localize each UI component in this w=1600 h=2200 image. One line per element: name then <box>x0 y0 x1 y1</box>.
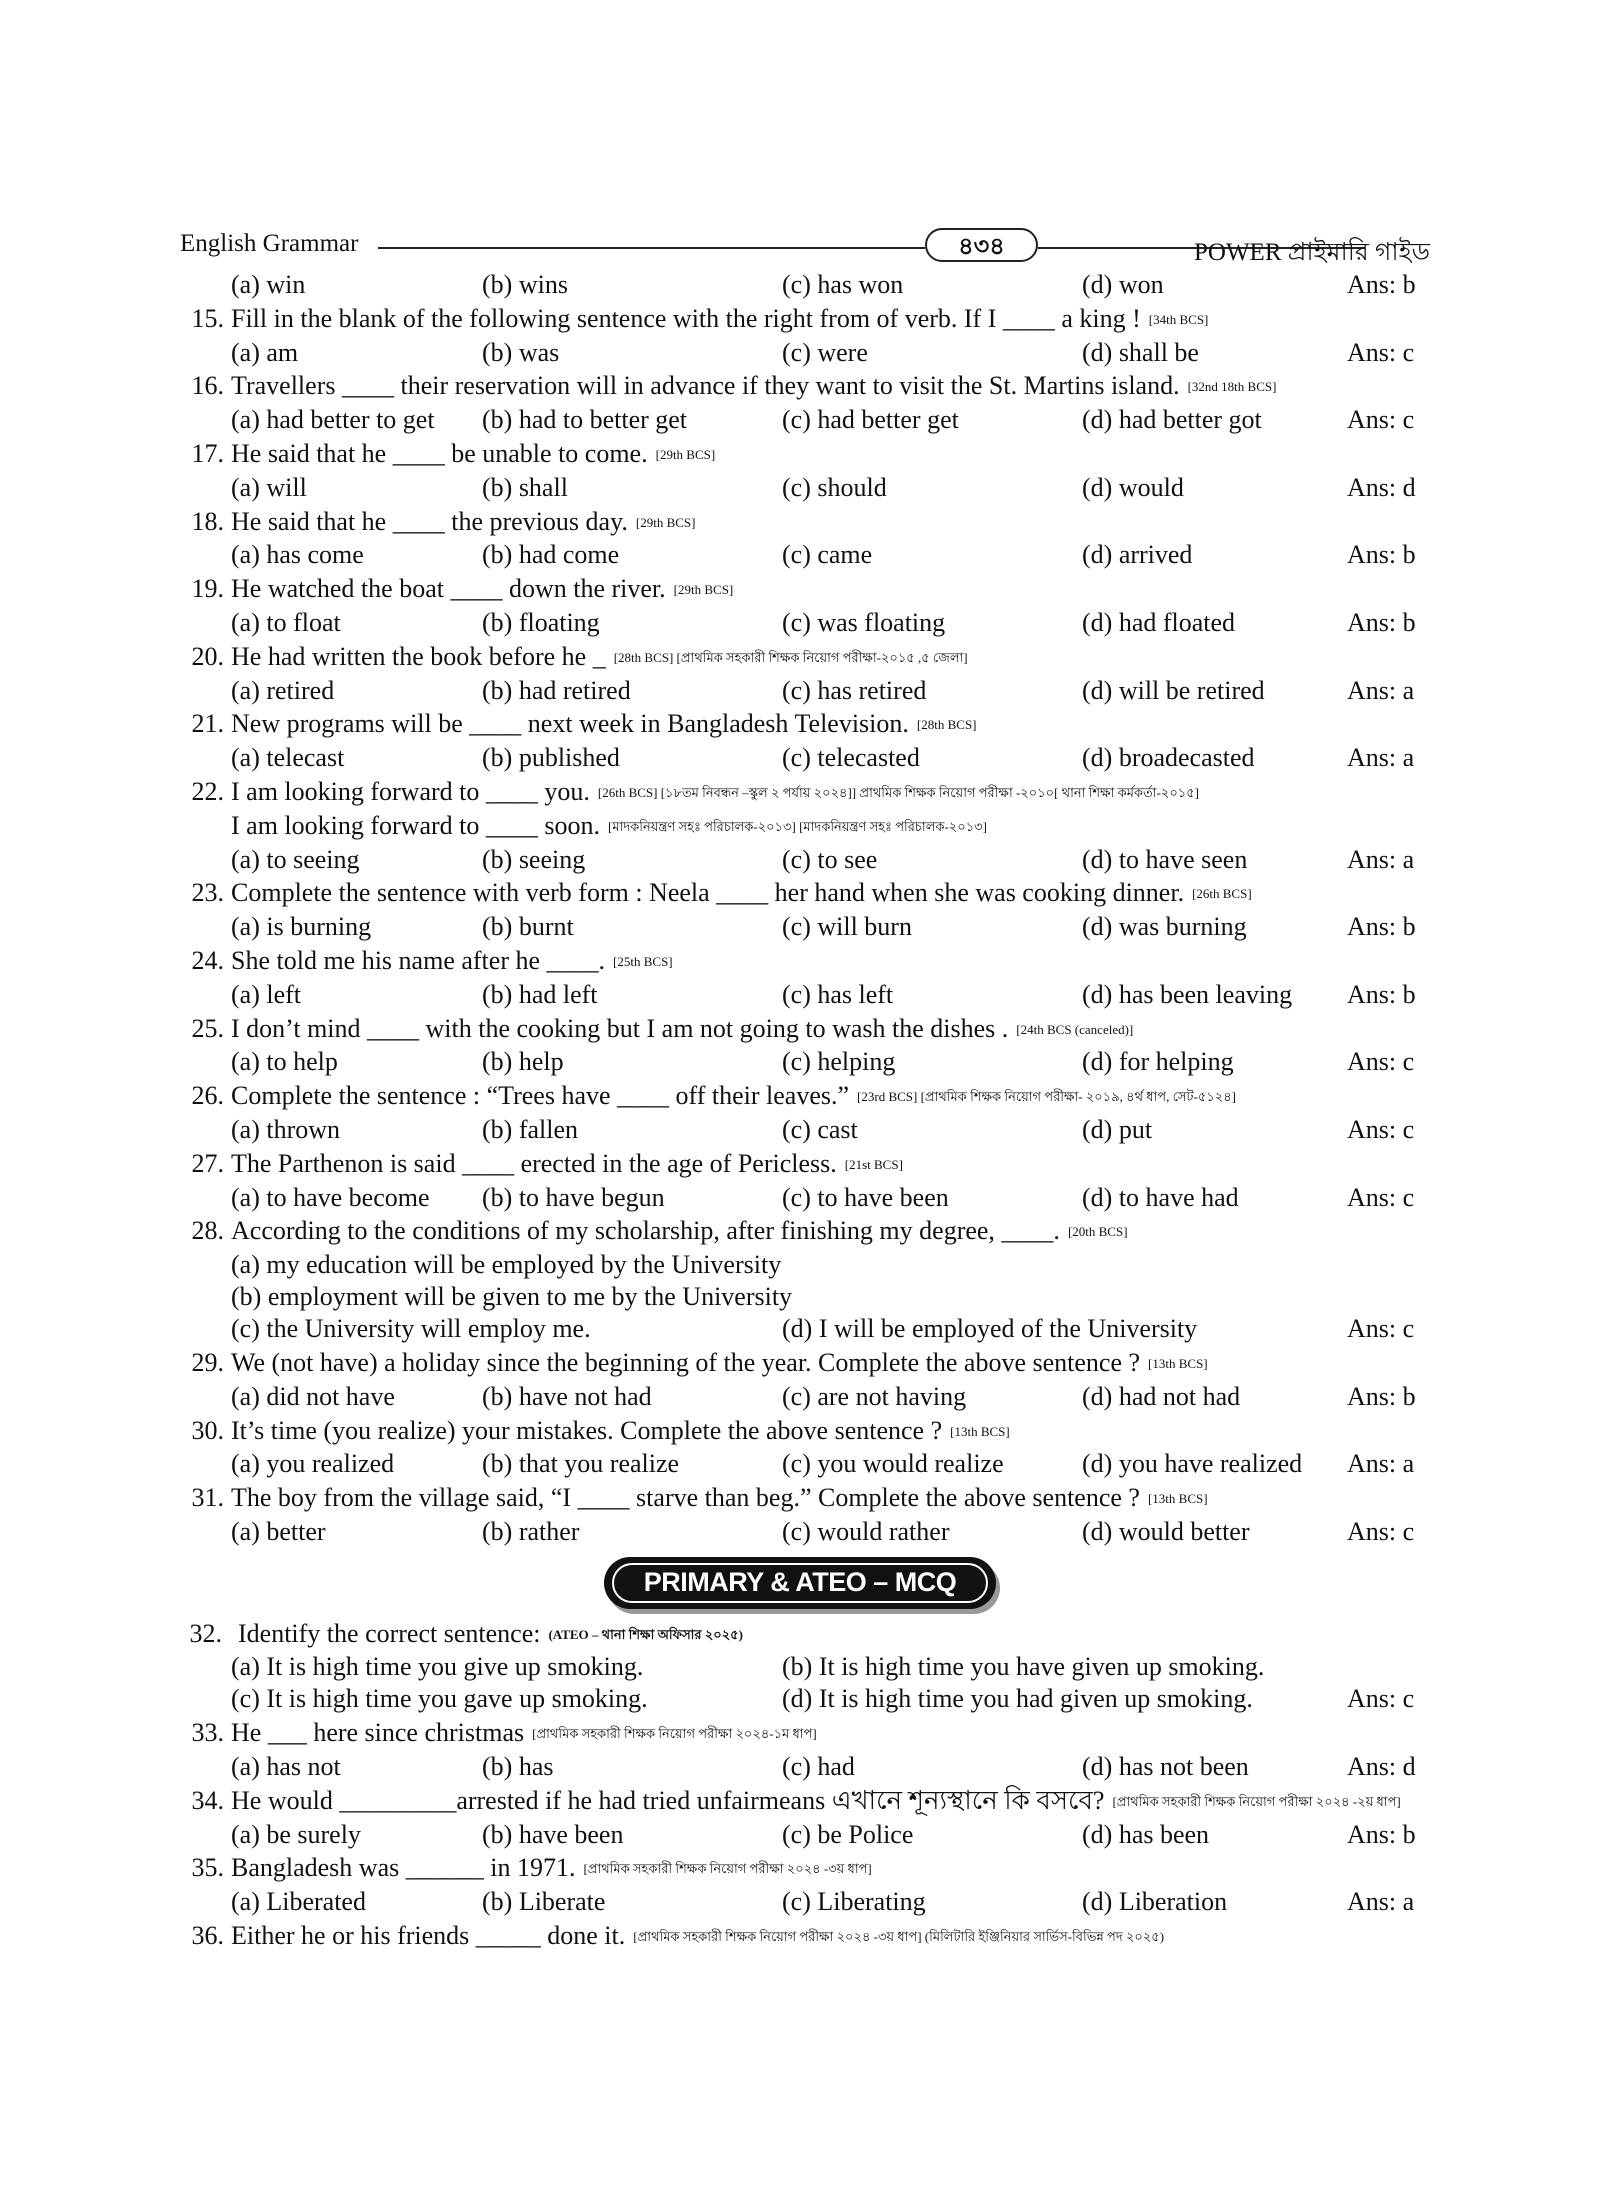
header-rule-left <box>378 247 925 249</box>
option-c: (c) had <box>782 1752 855 1782</box>
option-b: (b) was <box>482 337 560 367</box>
question <box>180 1214 1430 1248</box>
option-c: (c) helping <box>782 1047 896 1077</box>
option-a: (a) did not have <box>231 1381 395 1411</box>
option-d: (d) would better <box>1082 1516 1250 1546</box>
question-number: 15. <box>191 303 224 333</box>
answer: Ans: c <box>1347 1047 1415 1077</box>
answer: Ans: b <box>1347 270 1416 299</box>
option-c: (c) telecasted <box>782 743 920 773</box>
option-row <box>180 538 1430 572</box>
option-a: (a) to have become <box>231 1182 430 1212</box>
option-row <box>180 910 1430 944</box>
question-text: New programs will be ____ next week in Bangladesh Television. <box>231 709 909 739</box>
section-banner <box>604 1557 996 1609</box>
source-tag: [29th BCS] <box>635 514 696 530</box>
question-number: 31. <box>191 1483 224 1513</box>
option-d: (d) you have realized <box>1082 1449 1303 1479</box>
option-b: (b) that you realize <box>482 1449 680 1479</box>
question-text: I am looking forward to ____ you. <box>231 776 590 806</box>
option-a: (a) left <box>231 979 302 1009</box>
option-d: (d) shall be <box>1082 337 1199 367</box>
option-a: (a) Liberated <box>231 1887 366 1917</box>
option-b: (b) had left <box>482 979 598 1009</box>
option-a: (a) be surely <box>231 1819 361 1849</box>
option-c: (c) are not having <box>782 1381 967 1411</box>
question <box>180 1481 1430 1515</box>
question <box>180 1079 1430 1113</box>
option-b: (b) have not had <box>482 1381 652 1411</box>
question-number: 25. <box>191 1013 224 1043</box>
question-text: Fill in the blank of the following sentence with the right from of verb. If I ____ a king ! <box>231 303 1141 333</box>
option-a: (a) has not <box>231 1752 341 1782</box>
question <box>180 1147 1430 1181</box>
answer: Ans: b <box>1347 540 1416 570</box>
question-text: Travellers ____ their reservation will in advance if they want to visit the St. Martins island. <box>231 371 1180 401</box>
option-d: (d) broadecasted <box>1082 743 1255 773</box>
source-tag: [20th BCS] <box>1067 1224 1128 1240</box>
question <box>180 505 1430 539</box>
option-row <box>180 1750 1430 1784</box>
answer: Ans: a <box>1347 1449 1415 1479</box>
source-tag: [21st BCS] <box>844 1156 903 1172</box>
answer: Ans: c <box>1347 1314 1415 1344</box>
option-c: (c) to see <box>782 844 878 874</box>
question-text: He would _________arrested if he had tried unfairmeans এখানে শূন্যস্থানে কি বসবে? <box>231 1785 1105 1815</box>
source-tag: [মাদকনিয়ন্ত্রণ সহঃ পরিচালক-২০১৩] [মাদকনিয়ন্ত্রণ সহঃ পরিচালক-২০১৩] <box>608 818 987 834</box>
answer: Ans: c <box>1347 337 1415 367</box>
source-tag: [প্রাথমিক সহকারী শিক্ষক নিয়োগ পরীক্ষা ২০২৪ -২য় ধাপ] <box>1112 1793 1401 1809</box>
question-text: She told me his name after he ____. <box>231 945 606 975</box>
option-row <box>180 1650 1430 1682</box>
option-b: (b) It is high time you have given up smoking. <box>782 1652 1265 1682</box>
option-c: (c) came <box>782 540 873 570</box>
answer: Ans: d <box>1347 472 1416 502</box>
option-a: (a) had better to get <box>231 405 435 435</box>
question-text: The boy from the village said, “I ____ starve than beg.” Complete the above sentence ? <box>231 1483 1140 1513</box>
question <box>180 302 1430 336</box>
option-d: (d) to have had <box>1082 1182 1239 1212</box>
option-c: (c) to have been <box>782 1182 949 1212</box>
question-number: 17. <box>191 438 224 468</box>
question-number: 20. <box>191 641 224 671</box>
option-row <box>180 674 1430 708</box>
option-row <box>180 1515 1430 1549</box>
question-number: 24. <box>191 945 224 975</box>
option-d: (d) for helping <box>1082 1047 1234 1077</box>
option-b: (b) has <box>482 1752 554 1782</box>
option-b: (b) burnt <box>482 912 574 942</box>
option-c: (c) has won <box>782 270 904 299</box>
option-row <box>180 1280 1430 1312</box>
option-d: (d) had not had <box>1082 1381 1241 1411</box>
question-text: We (not have) a holiday since the beginning of the year. Complete the above sentence ? <box>231 1347 1141 1377</box>
option-b: (b) to have begun <box>482 1182 665 1212</box>
page <box>180 228 1430 1953</box>
option-a: (a) It is high time you give up smoking. <box>231 1652 644 1682</box>
question-number: 23. <box>191 878 224 908</box>
option-a: (a) you realized <box>231 1449 395 1479</box>
option-row <box>180 1682 1430 1716</box>
option-b: (b) employment will be given to me by the University <box>231 1282 793 1312</box>
option-d: (d) I will be employed of the University <box>782 1314 1198 1344</box>
source-tag: [13th BCS] <box>1147 1491 1208 1507</box>
answer: Ans: a <box>1347 1887 1415 1917</box>
answer: Ans: c <box>1347 1684 1415 1714</box>
option-row <box>180 1885 1430 1919</box>
source-tag: [13th BCS] <box>950 1423 1010 1439</box>
source-tag: [প্রাথমিক সহকারী শিক্ষক নিয়োগ পরীক্ষা ২০২৪-১ম ধাপ] <box>532 1726 817 1742</box>
option-a: (a) is burning <box>231 912 372 942</box>
question-number: 27. <box>191 1148 224 1178</box>
option-row <box>180 1380 1430 1414</box>
option-a: (a) will <box>231 472 307 502</box>
option-c: (c) It is high time you gave up smoking. <box>231 1684 648 1714</box>
option-c: (c) the University will employ me. <box>231 1314 591 1344</box>
option-d: (d) has not been <box>1082 1752 1249 1782</box>
option-b: (b) floating <box>482 607 600 637</box>
question-number: 35. <box>191 1853 224 1883</box>
page-header <box>180 228 1430 268</box>
option-c: (c) would rather <box>782 1516 950 1546</box>
option-row <box>180 741 1430 775</box>
question-text: He said that he ____ the previous day. <box>231 506 628 536</box>
source-tag: [প্রাথমিক সহকারী শিক্ষক নিয়োগ পরীক্ষা ২০২৪ -৩য় ধাপ] <box>583 1861 872 1877</box>
option-b: (b) fallen <box>482 1114 579 1144</box>
question-number: 19. <box>191 574 224 604</box>
source-tag: [23rd BCS] [প্রাথমিক শিক্ষক নিয়োগ পরীক্ষা- ২০১৯, ৪র্থ ধাপ, সেট-৫১২৪] <box>857 1089 1236 1105</box>
option-d: (d) arrived <box>1082 540 1193 570</box>
answer: Ans: c <box>1347 1182 1415 1212</box>
option-c: (c) be Police <box>782 1819 914 1849</box>
question-text: Identify the correct sentence: <box>238 1618 541 1648</box>
option-row <box>180 1181 1430 1215</box>
question <box>180 1617 1430 1651</box>
option-d: (d) had better got <box>1082 405 1262 435</box>
question-text: Complete the sentence with verb form : Neela ____ her hand when she was cooking dinner. <box>231 878 1185 908</box>
question-number: 22. <box>191 776 224 806</box>
option-d: (d) had floated <box>1082 607 1236 637</box>
question-text: He had written the book before he _ <box>231 641 606 671</box>
answer: Ans: a <box>1347 675 1415 705</box>
question-number: 29. <box>191 1347 224 1377</box>
question <box>180 876 1430 910</box>
option-row <box>180 1447 1430 1481</box>
option-c: (c) were <box>782 337 868 367</box>
question <box>180 369 1430 403</box>
page-number: ৪৩৪ <box>925 228 1038 262</box>
question <box>180 944 1430 978</box>
option-c: (c) you would realize <box>782 1449 1004 1479</box>
question-number: 36. <box>191 1921 224 1951</box>
source-tag: [29th BCS] <box>673 582 734 598</box>
option-a: (a) am <box>231 337 299 367</box>
question <box>180 1414 1430 1448</box>
source-tag: [34th BCS] <box>1148 311 1209 327</box>
question <box>180 437 1430 471</box>
question <box>180 1851 1430 1885</box>
option-row <box>180 1312 1430 1346</box>
option-a: (a) has come <box>231 540 364 570</box>
option-d: (d) won <box>1082 270 1164 299</box>
option-a: (a) to help <box>231 1047 338 1077</box>
option-b: (b) Liberate <box>482 1887 606 1917</box>
option-d: (d) would <box>1082 472 1184 502</box>
option-b: (b) had come <box>482 540 620 570</box>
source-tag: [29th BCS] <box>655 446 716 462</box>
source-tag: [26th BCS] [১৮তম নিবন্ধন –স্কুল ২ পর্যায় ২০২৪]] প্রাথমিক শিক্ষক নিয়োগ পরীক্ষা -২০১০[ থানা শিক্ষা কর্মকর্তা-২০১৫] <box>597 784 1199 800</box>
source-tag: [32nd 18th BCS] <box>1187 379 1277 395</box>
source-tag: [প্রাথমিক সহকারী শিক্ষক নিয়োগ পরীক্ষা ২০২৪ -৩য় ধাপ] (মিলিটারি ইঞ্জিনিয়ার সার্ভিস-বিভিন্ন পদ ২০২৫) <box>633 1929 1165 1945</box>
option-d: (d) It is high time you had given up smoking. <box>782 1684 1253 1714</box>
option-a: (a) telecast <box>231 743 345 773</box>
option-b: (b) published <box>482 743 620 773</box>
option-b: (b) have been <box>482 1819 624 1849</box>
option-b: (b) rather <box>482 1516 580 1546</box>
source-tag: [26th BCS] <box>1192 886 1252 902</box>
question <box>180 1346 1430 1380</box>
question-text: He watched the boat ____ down the river. <box>231 574 666 604</box>
option-d: (d) has been <box>1082 1819 1210 1849</box>
question-list <box>180 268 1430 1953</box>
answer: Ans: b <box>1347 607 1416 637</box>
answer: Ans: b <box>1347 1819 1416 1849</box>
option-a: (a) to seeing <box>231 844 360 874</box>
question <box>180 572 1430 606</box>
section-banner-wrap <box>180 1549 1430 1617</box>
option-row <box>180 843 1430 877</box>
question-text: Either he or his friends _____ done it. <box>231 1921 626 1951</box>
section-banner-label: PRIMARY & ATEO – MCQ <box>612 1563 988 1603</box>
question-number: 18. <box>191 506 224 536</box>
question-number: 33. <box>191 1718 224 1748</box>
option-b: (b) help <box>482 1047 564 1077</box>
header-book-title: POWER প্রাইমারি গাইড <box>1194 239 1430 266</box>
option-row <box>180 268 1430 302</box>
option-row <box>180 978 1430 1012</box>
answer: Ans: d <box>1347 1752 1416 1782</box>
question <box>180 707 1430 741</box>
option-row <box>180 471 1430 505</box>
answer: Ans: c <box>1347 405 1415 435</box>
answer: Ans: c <box>1347 1516 1415 1546</box>
question-number: 32. <box>189 1618 222 1648</box>
answer: Ans: c <box>1347 1114 1415 1144</box>
question-text: He ___ here since christmas <box>231 1718 525 1748</box>
option-d: (d) was burning <box>1082 912 1247 942</box>
option-row <box>180 606 1430 640</box>
option-c: (c) should <box>782 472 887 502</box>
option-d: (d) will be retired <box>1082 675 1265 705</box>
option-b: (b) shall <box>482 472 568 502</box>
source-tag: [24th BCS (canceled)] <box>1016 1021 1134 1037</box>
answer: Ans: a <box>1347 743 1415 773</box>
question-text: I am looking forward to ____ soon. <box>231 810 601 840</box>
option-d: (d) put <box>1082 1114 1153 1144</box>
source-tag: [28th BCS] <box>916 717 977 733</box>
source-tag: [28th BCS] [প্রাথমিক সহকারী শিক্ষক নিয়োগ পরীক্ষা-২০১৫ ,৫ জেলা] <box>613 649 968 665</box>
option-a: (a) better <box>231 1516 326 1546</box>
option-a: (a) my education will be employed by the University <box>231 1250 782 1280</box>
option-c: (c) has retired <box>782 675 927 705</box>
option-c: (c) was floating <box>782 607 946 637</box>
question-text: According to the conditions of my scholarship, after finishing my degree, ____. <box>231 1216 1060 1246</box>
question-number: 16. <box>191 371 224 401</box>
source-tag: (ATEO – থানা শিক্ষা অফিসার ২০২৫) <box>548 1626 743 1642</box>
question-text: Bangladesh was ______ in 1971. <box>231 1853 576 1883</box>
question <box>180 1012 1430 1046</box>
question-number: 30. <box>191 1415 224 1445</box>
answer: Ans: b <box>1347 912 1416 942</box>
option-d: (d) to have seen <box>1082 844 1248 874</box>
answer: Ans: b <box>1347 979 1416 1009</box>
question <box>180 1716 1430 1750</box>
option-d: (d) Liberation <box>1082 1887 1228 1917</box>
option-b: (b) seeing <box>482 844 586 874</box>
question-number: 34. <box>191 1785 224 1815</box>
option-c: (c) had better get <box>782 405 959 435</box>
option-d: (d) has been leaving <box>1082 979 1293 1009</box>
option-row <box>180 336 1430 370</box>
header-subject: English Grammar <box>180 230 359 257</box>
question-line <box>180 809 1430 843</box>
option-b: (b) had retired <box>482 675 631 705</box>
question-text: He said that he ____ be unable to come. <box>231 438 648 468</box>
question-number: 28. <box>191 1216 224 1246</box>
question <box>180 1784 1430 1818</box>
option-c: (c) cast <box>782 1114 858 1144</box>
option-a: (a) win <box>231 270 306 299</box>
option-row <box>180 1113 1430 1147</box>
option-row <box>180 1248 1430 1280</box>
option-a: (a) to float <box>231 607 341 637</box>
question-text: Complete the sentence : “Trees have ____ off their leaves.” <box>231 1081 850 1111</box>
option-row <box>180 1818 1430 1852</box>
question-text: I don’t mind ____ with the cooking but I am not going to wash the dishes . <box>231 1013 1009 1043</box>
option-a: (a) retired <box>231 675 335 705</box>
option-a: (a) thrown <box>231 1114 341 1144</box>
option-b: (b) had to better get <box>482 405 688 435</box>
option-c: (c) will burn <box>782 912 912 942</box>
question <box>180 1919 1430 1953</box>
answer: Ans: b <box>1347 1381 1416 1411</box>
question <box>180 640 1430 674</box>
option-row <box>180 403 1430 437</box>
option-row <box>180 1045 1430 1079</box>
question <box>180 775 1430 809</box>
option-b: (b) wins <box>482 270 568 299</box>
question-text: It’s time (you realize) your mistakes. Complete the above sentence ? <box>231 1415 943 1445</box>
option-c: (c) Liberating <box>782 1887 926 1917</box>
answer: Ans: a <box>1347 844 1415 874</box>
question-text: The Parthenon is said ____ erected in the age of Pericless. <box>231 1148 837 1178</box>
option-c: (c) has left <box>782 979 894 1009</box>
question-number: 21. <box>191 709 224 739</box>
source-tag: [25th BCS] <box>613 953 673 969</box>
question-number: 26. <box>191 1081 224 1111</box>
source-tag: [13th BCS] <box>1148 1355 1208 1371</box>
